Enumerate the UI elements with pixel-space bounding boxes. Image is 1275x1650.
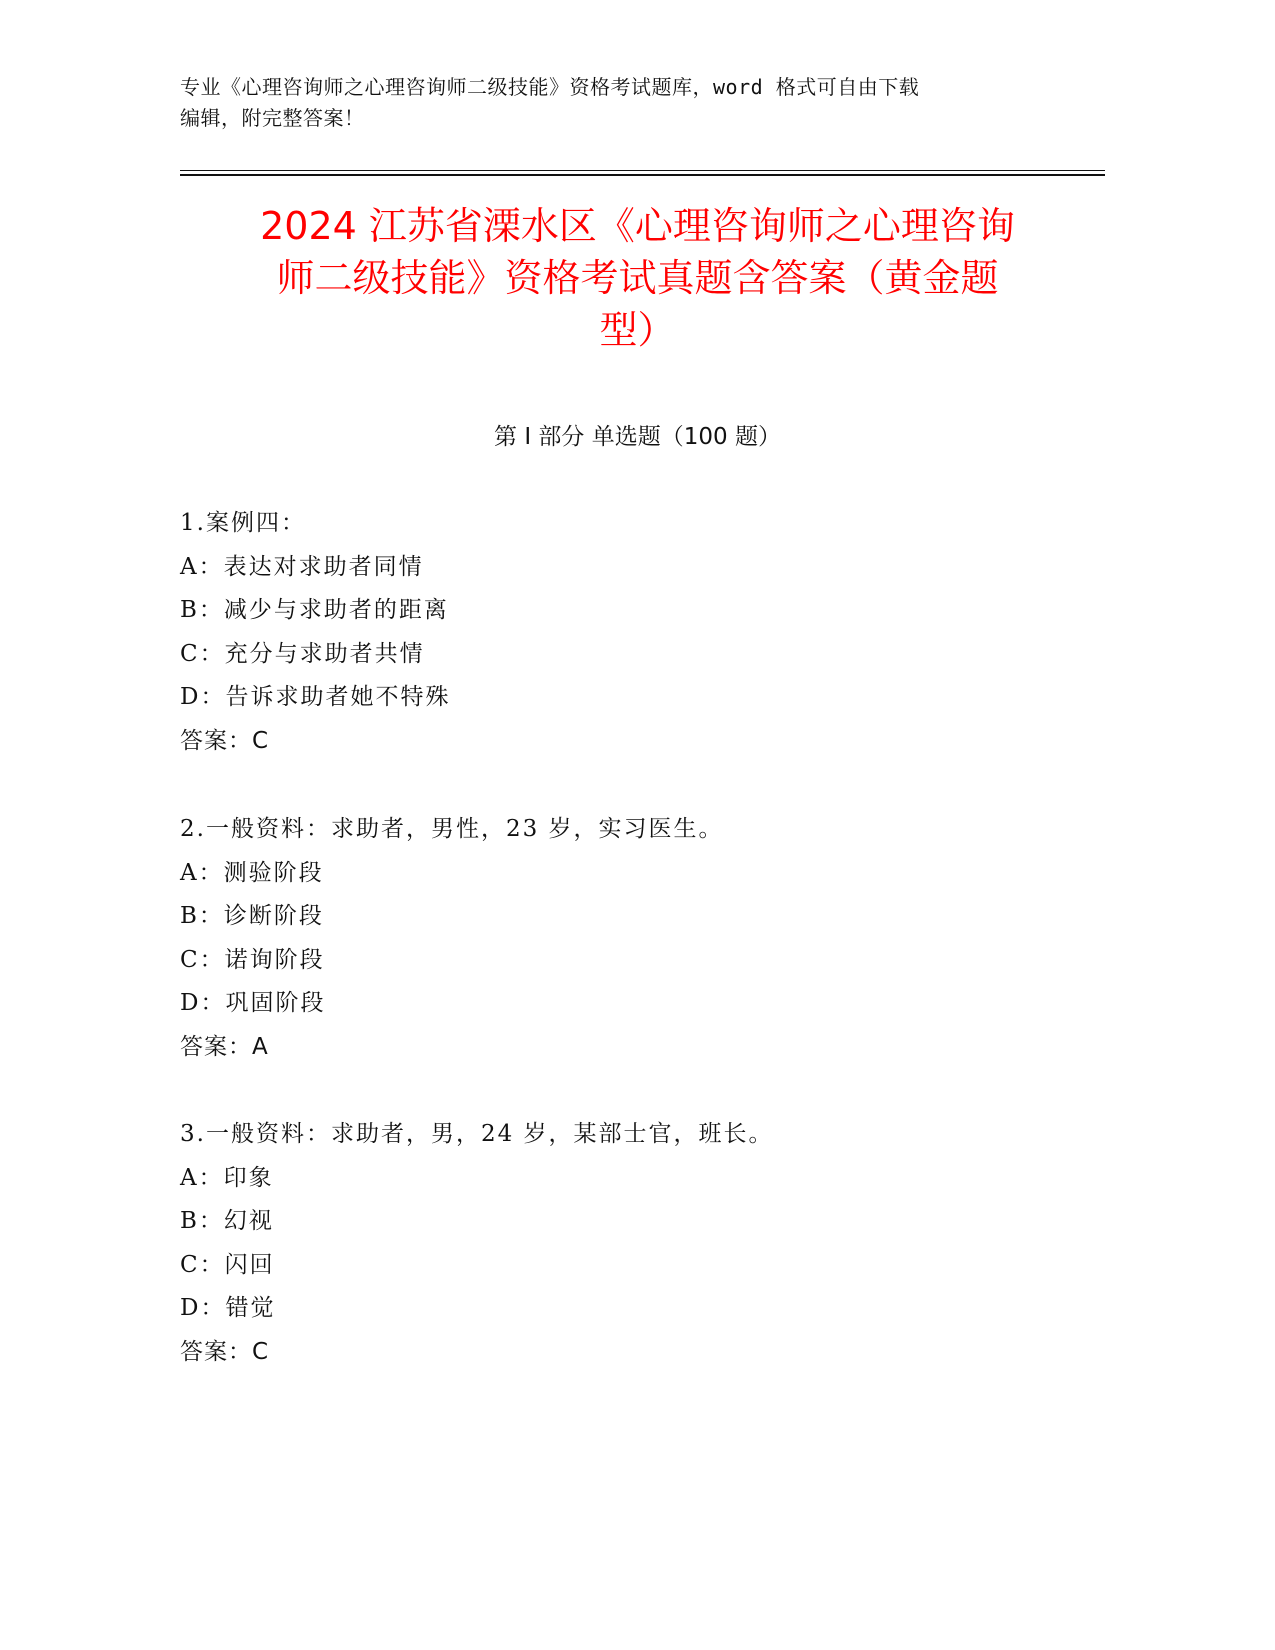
option-c: C：诺询阶段 bbox=[180, 946, 325, 973]
header-note bbox=[180, 72, 1080, 134]
document-title-line-3: 型） bbox=[599, 308, 676, 352]
question-stem: 3.一般资料：求助者，男，24 岁，某部士官，班长。 bbox=[180, 1121, 774, 1147]
question-stem: 2.一般资料：求助者，男性，23 岁，实习医生。 bbox=[180, 816, 724, 842]
header-note-line-1: 专业《心理咨询师之心理咨询师二级技能》资格考试题库，word 格式可自由下载 bbox=[180, 75, 920, 99]
answer: 答案：C bbox=[180, 1338, 270, 1365]
answer: 答案：C bbox=[180, 727, 270, 754]
option-a: A：印象 bbox=[180, 1164, 274, 1191]
question-3 bbox=[180, 1113, 1130, 1374]
question-1 bbox=[180, 502, 1130, 763]
document-title bbox=[150, 200, 1125, 356]
header-note-line-2: 编辑，附完整答案！ bbox=[180, 106, 365, 130]
option-b: B：幻视 bbox=[180, 1208, 274, 1234]
answer: 答案：A bbox=[180, 1033, 269, 1060]
option-a: A：表达对求助者同情 bbox=[180, 553, 424, 580]
document-title-line-1: 2024 江苏省溧水区《心理咨询师之心理咨询 bbox=[260, 204, 1015, 248]
question-stem: 1.案例四： bbox=[180, 510, 306, 536]
option-d: D：错觉 bbox=[180, 1295, 276, 1321]
header-divider-bottom bbox=[180, 174, 1105, 176]
option-c: C：充分与求助者共情 bbox=[180, 640, 425, 667]
document-title-line-2: 师二级技能》资格考试真题含答案（黄金题 bbox=[276, 256, 999, 300]
option-d: D：告诉求助者她不特殊 bbox=[180, 684, 451, 710]
option-b: B：减少与求助者的距离 bbox=[180, 597, 449, 623]
option-c: C：闪回 bbox=[180, 1251, 275, 1278]
option-a: A：测验阶段 bbox=[180, 859, 324, 886]
option-b: B：诊断阶段 bbox=[180, 903, 324, 929]
section-title: 第 I 部分 单选题（100 题） bbox=[494, 424, 781, 450]
option-d: D：巩固阶段 bbox=[180, 990, 326, 1016]
question-2 bbox=[180, 808, 1130, 1069]
header-divider-top bbox=[180, 170, 1105, 171]
